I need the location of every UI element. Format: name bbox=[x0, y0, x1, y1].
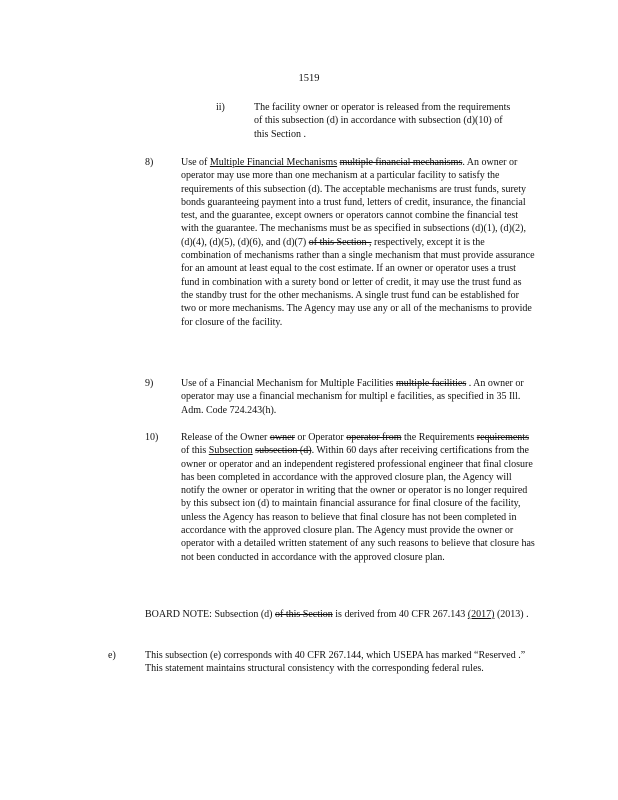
item-10-deleted-requirements: requirements bbox=[476, 432, 529, 443]
item-10-deleted-owner: owner bbox=[269, 432, 295, 443]
item-10-part-1: Release of the Owner bbox=[181, 432, 270, 443]
item-e-label: e) bbox=[108, 650, 116, 661]
item-10-part-5: the Requirements bbox=[401, 432, 477, 443]
item-8-text bbox=[181, 156, 536, 329]
item-10-label: 10) bbox=[145, 432, 159, 443]
item-8-part-4: . An owner or operator may use more than one mechanism at a particular facility to satisfy the requirements of this subsection (d). The acceptable mechanisms are trust funds, surety bonds guaranteeing payment into a trust fund, letters of credit, insurance, the financial test, and the guarantee, except owners or operators cannot combine the financial test with the guarantee. The mechanisms must be as specified in subsections (d)(1), (d)(2), (d)(4), (d)(5), (d)(6), and (d)(7) bbox=[181, 157, 526, 248]
item-10-text bbox=[181, 431, 536, 564]
item-8-deleted-text: of this Section , bbox=[308, 236, 372, 248]
item-10-part-7: of this bbox=[181, 445, 209, 457]
item-10-deleted-subsection: subsection (d) bbox=[255, 445, 312, 457]
board-note-inserted-year: (2017) bbox=[467, 609, 495, 620]
item-9-part-3: . An owner or operator may use a financial mechanism for multipl e facilities, as specified in 35 Ill. Adm. Code 724.243(h). bbox=[181, 378, 524, 416]
item-10-deleted-operator: operator from bbox=[346, 432, 402, 443]
board-note-part-1: BOARD NOTE: Subsection (d) bbox=[145, 609, 275, 620]
board-note-part-5: (2013) . bbox=[494, 609, 529, 620]
item-10-part-3: or Operator bbox=[294, 432, 347, 443]
board-note bbox=[145, 608, 536, 621]
item-e-text bbox=[145, 649, 535, 676]
item-ii-body: The facility owner or operator is released from the requirements of this subsection (d) in accordance with subsection (d)(10) of this Section . bbox=[254, 102, 511, 140]
item-9-label: 9) bbox=[145, 378, 154, 389]
item-8-inserted-heading: Multiple Financial Mechanisms bbox=[209, 157, 338, 168]
board-note-part-3: is derived from 40 CFR 267.143 bbox=[332, 609, 468, 620]
item-ii-text bbox=[254, 101, 516, 141]
item-9-text bbox=[181, 377, 536, 417]
board-note-deleted-text: of this Section bbox=[275, 609, 333, 620]
item-8-part-6: respectively, except it is the combination of mechanisms rather than a single mechanism that must provide assurance for an amount at least equal to the cost estimate. If an owner or operator uses a trust fund in combination with a surety bond or letter of credit, it may use the trust fund as the standby trust for the other mechanisms. A single trust fund can be established for two or more mechanisms. The Agency may use any or all of the mechanisms to provide for closure of the facility. bbox=[181, 236, 535, 328]
item-ii-label: ii) bbox=[216, 102, 225, 113]
item-8-part-1: Use of bbox=[181, 157, 210, 168]
item-8-deleted-heading: multiple financial mechanisms bbox=[339, 157, 463, 168]
item-e-body: This subsection (e) corresponds with 40 CFR 267.144, which USEPA has marked “Reserved .” This statement maintains structural consistency with the corresponding federal rules. bbox=[145, 650, 526, 675]
item-10-inserted-subsection: Subsection bbox=[208, 445, 253, 457]
page-number: 1519 bbox=[298, 73, 320, 84]
item-9-part-1: Use of a Financial Mechanism for Multiple Facilities bbox=[181, 378, 396, 389]
item-8-label: 8) bbox=[145, 157, 154, 168]
item-9-deleted-text: multiple facilities bbox=[395, 378, 467, 389]
item-10-part-10: . Within 60 days after receiving certifications from the owner or operator and an independent registered professional engineer that final closure has been completed in accordance with the approved closure plan, the Agency will notify the owner or operator in writing that the owner or operator is no longer required by this subsect ion (d) to maintain financial assurance for final closure of the facility, unless the Agency has reason to believe that final closure has not been completed in accordance with the approved closure plan. The Agency must provide the owner or operator with a detailed written statement of any such reasons to believe that closure has not been conducted in accordance with the approved closure plan. bbox=[181, 445, 535, 563]
